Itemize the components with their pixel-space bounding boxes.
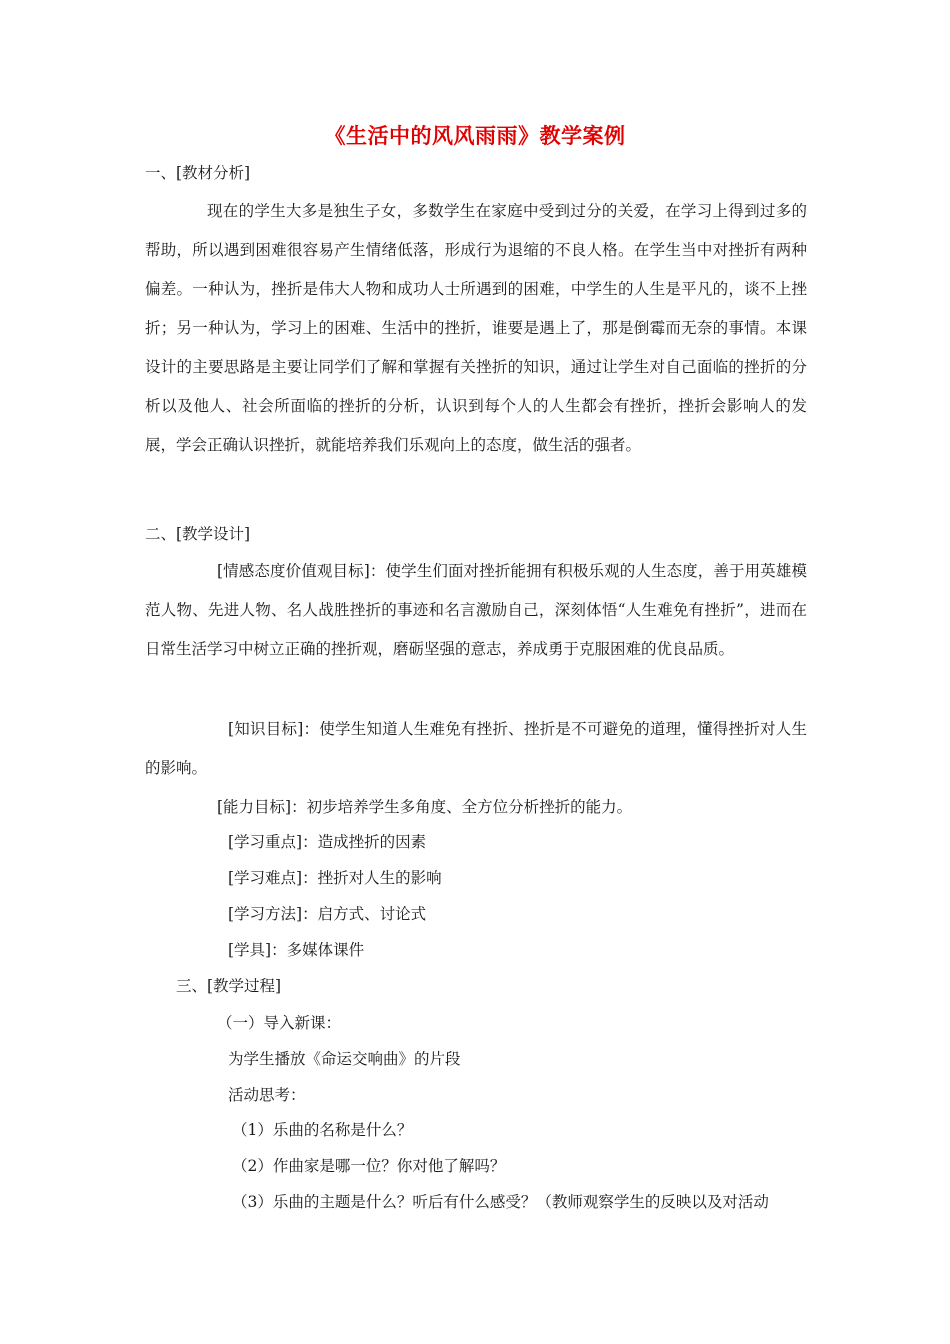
section-heading-process: 三、[教学过程] <box>176 977 282 995</box>
question-3: （3）乐曲的主题是什么？听后有什么感受？（教师观察学生的反映以及对活动 <box>232 1193 769 1211</box>
step-intro-play: 为学生播放《命运交响曲》的片段 <box>228 1050 461 1068</box>
document-title: 《生活中的风风雨雨》教学案例 <box>324 124 626 148</box>
learning-key-point: [学习重点]：造成挫折的因素 <box>228 833 427 851</box>
learning-tools: [学具]：多媒体课件 <box>228 941 365 959</box>
question-2: （2）作曲家是哪一位？你对他了解吗？ <box>232 1157 506 1175</box>
emotion-goal-paragraph: [情感态度价值观目标]：使学生们面对挫折能拥有积极乐观的人生态度，善于用英雄模范人物、先进人物、名人战胜挫折的事迹和名言激励自己，深刻体悟“人生难免有挫折”，进而在日常生活学习中树立正确的挫折观，磨砺坚强的意志，养成勇于克服困难的优良品质。 <box>145 562 807 658</box>
step-intro-heading: （一）导入新课： <box>217 1014 342 1032</box>
step-intro-think: 活动思考： <box>228 1086 306 1104</box>
ability-goal: [能力目标]：初步培养学生多角度、全方位分析挫折的能力。 <box>217 798 633 816</box>
section-heading-design: 二、[教学设计] <box>145 525 251 543</box>
question-1: （1）乐曲的名称是什么？ <box>232 1121 413 1139</box>
learning-difficult-point: [学习难点]：挫折对人生的影响 <box>228 869 442 887</box>
materials-analysis-paragraph: 现在的学生大多是独生子女，多数学生在家庭中受到过分的关爱，在学习上得到过多的帮助，所以遇到困难很容易产生情绪低落，形成行为退缩的不良人格。在学生当中对挫折有两种偏差。一种认为，挫折是伟大人物和成功人士所遇到的困难，中学生的人生是平凡的，谈不上挫折；另一种认为，学习上的困难、生活中的挫折，谁要是遇上了，那是倒霉而无奈的事情。本课设计的主要思路是主要让同学们了解和掌握有关挫折的知识，通过让学生对自己面临的挫折的分析以及他人、社会所面临的挫折的分析，认识到每个人的人生都会有挫折，挫折会影响人的发展，学会正确认识挫折，就能培养我们乐观向上的态度，做生活的强者。 <box>145 202 807 454</box>
learning-method: [学习方法]：启方式、讨论式 <box>228 905 427 923</box>
knowledge-goal-paragraph: [知识目标]：使学生知道人生难免有挫折、挫折是不可避免的道理，懂得挫折对人生的影响。 <box>145 720 807 777</box>
section-heading-materials: 一、[教材分析] <box>145 164 251 182</box>
